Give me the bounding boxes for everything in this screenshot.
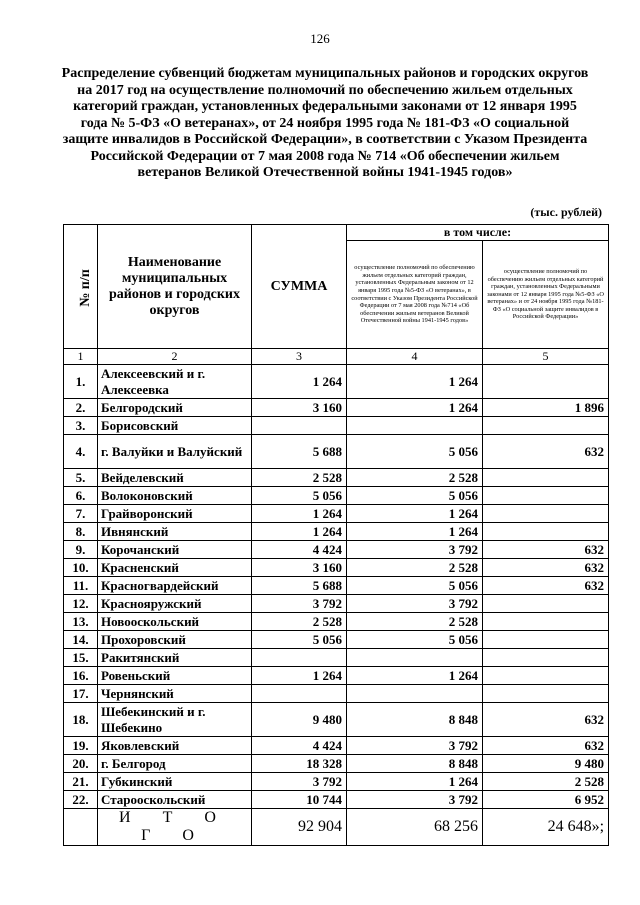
row-col4: 1 264 xyxy=(347,773,483,791)
subvention-table xyxy=(63,224,609,846)
row-sum: 2 528 xyxy=(252,613,347,631)
row-number: 17. xyxy=(64,685,98,703)
row-name: Ровеньский xyxy=(98,667,252,685)
row-sum: 4 424 xyxy=(252,737,347,755)
table-row xyxy=(64,737,609,755)
table-row xyxy=(64,631,609,649)
row-sum: 18 328 xyxy=(252,755,347,773)
row-col5: 9 480 xyxy=(483,755,609,773)
row-sum: 1 264 xyxy=(252,523,347,541)
table-row xyxy=(64,755,609,773)
row-col5 xyxy=(483,523,609,541)
table-row xyxy=(64,613,609,631)
row-col5: 632 xyxy=(483,559,609,577)
header-name: Наименование муниципальных районов и городских округов xyxy=(98,225,252,349)
table-row xyxy=(64,685,609,703)
row-col4: 3 792 xyxy=(347,595,483,613)
table-row xyxy=(64,399,609,417)
row-col5 xyxy=(483,365,609,399)
table-row xyxy=(64,417,609,435)
table-row xyxy=(64,667,609,685)
row-col5: 6 952 xyxy=(483,791,609,809)
header-num: № п/п xyxy=(64,225,98,349)
row-col4: 5 056 xyxy=(347,487,483,505)
row-name: Борисовский xyxy=(98,417,252,435)
row-number: 12. xyxy=(64,595,98,613)
row-col5 xyxy=(483,595,609,613)
table-row xyxy=(64,649,609,667)
row-col4: 1 264 xyxy=(347,523,483,541)
row-name: Прохоровский xyxy=(98,631,252,649)
row-name: Красногвардейский xyxy=(98,577,252,595)
row-col5: 632 xyxy=(483,577,609,595)
row-col4: 1 264 xyxy=(347,505,483,523)
column-number: 2 xyxy=(98,349,252,365)
row-name: Корочанский xyxy=(98,541,252,559)
total-num-cell xyxy=(64,809,98,846)
row-name: Новооскольский xyxy=(98,613,252,631)
row-name: Красненский xyxy=(98,559,252,577)
total-label: И Т О Г О xyxy=(98,809,252,846)
table-row xyxy=(64,703,609,737)
row-number: 16. xyxy=(64,667,98,685)
row-number: 8. xyxy=(64,523,98,541)
table-row xyxy=(64,469,609,487)
row-name: Грайворонский xyxy=(98,505,252,523)
row-number: 10. xyxy=(64,559,98,577)
row-number: 1. xyxy=(64,365,98,399)
table-row xyxy=(64,365,609,399)
table-row xyxy=(64,435,609,469)
row-name: Алексеевский и г. Алексеевка xyxy=(98,365,252,399)
column-number: 4 xyxy=(347,349,483,365)
row-col4: 2 528 xyxy=(347,469,483,487)
row-col4: 5 056 xyxy=(347,435,483,469)
row-col4: 3 792 xyxy=(347,541,483,559)
header-col4: осуществление полномочий по обеспечению жильем отдельных категорий граждан, установленных Федеральным законом от 12 января 1995 года №5-ФЗ «О ветеранах», в соответствии с Указом Президента Российской Федерации от 7 мая 2008 года №714 «Об обеспечении жильем ветеранов Великой Отечественной войны 1941-1945 годов» xyxy=(347,241,483,349)
row-col4: 8 848 xyxy=(347,755,483,773)
total-row xyxy=(64,809,609,846)
row-number: 6. xyxy=(64,487,98,505)
row-col4 xyxy=(347,685,483,703)
table-row xyxy=(64,595,609,613)
row-name: Ивнянский xyxy=(98,523,252,541)
table-row xyxy=(64,791,609,809)
row-col5 xyxy=(483,685,609,703)
row-number: 3. xyxy=(64,417,98,435)
row-col4: 5 056 xyxy=(347,577,483,595)
column-number: 5 xyxy=(483,349,609,365)
row-number: 7. xyxy=(64,505,98,523)
row-number: 4. xyxy=(64,435,98,469)
row-col5: 632 xyxy=(483,435,609,469)
row-name: Яковлевский xyxy=(98,737,252,755)
row-number: 19. xyxy=(64,737,98,755)
row-col4 xyxy=(347,649,483,667)
row-sum: 1 264 xyxy=(252,505,347,523)
row-col5: 632 xyxy=(483,541,609,559)
row-number: 22. xyxy=(64,791,98,809)
row-col5: 2 528 xyxy=(483,773,609,791)
units-label: (тыс. рублей) xyxy=(530,205,602,219)
row-sum: 3 792 xyxy=(252,773,347,791)
row-sum: 5 056 xyxy=(252,631,347,649)
row-col5 xyxy=(483,417,609,435)
row-col4: 1 264 xyxy=(347,365,483,399)
row-col5 xyxy=(483,649,609,667)
row-name: Ракитянский xyxy=(98,649,252,667)
column-number: 1 xyxy=(64,349,98,365)
row-sum xyxy=(252,649,347,667)
row-sum: 4 424 xyxy=(252,541,347,559)
row-name: Губкинский xyxy=(98,773,252,791)
row-number: 21. xyxy=(64,773,98,791)
row-col4: 3 792 xyxy=(347,791,483,809)
row-col4 xyxy=(347,417,483,435)
header-sum: СУММА xyxy=(252,225,347,349)
row-col5 xyxy=(483,667,609,685)
row-name: Белгородский xyxy=(98,399,252,417)
header-col5: осуществление полномочий по обеспечению жильем отдельных категорий граждан, установленных Федеральными законами от 12 января 1995 года №5-ФЗ «О ветеранах» и от 24 ноября 1995 года №181-ФЗ «О социальной защите инвалидов в Российской Федерации» xyxy=(483,241,609,349)
row-sum: 3 160 xyxy=(252,399,347,417)
row-sum: 5 688 xyxy=(252,435,347,469)
column-number: 3 xyxy=(252,349,347,365)
row-col4: 3 792 xyxy=(347,737,483,755)
row-name: Чернянский xyxy=(98,685,252,703)
total-col4: 68 256 xyxy=(347,809,483,846)
row-number: 15. xyxy=(64,649,98,667)
row-sum xyxy=(252,417,347,435)
column-number-row xyxy=(64,349,609,365)
row-col4: 1 264 xyxy=(347,667,483,685)
row-sum: 3 792 xyxy=(252,595,347,613)
row-name: Шебекинский и г. Шебекино xyxy=(98,703,252,737)
row-col4: 1 264 xyxy=(347,399,483,417)
header-including: в том числе: xyxy=(347,225,609,241)
row-col5: 632 xyxy=(483,737,609,755)
row-number: 18. xyxy=(64,703,98,737)
total-col5: 24 648»; xyxy=(483,809,609,846)
table-row xyxy=(64,577,609,595)
row-col5 xyxy=(483,631,609,649)
table-row xyxy=(64,523,609,541)
row-col5 xyxy=(483,505,609,523)
row-number: 11. xyxy=(64,577,98,595)
row-sum: 5 056 xyxy=(252,487,347,505)
row-sum: 5 688 xyxy=(252,577,347,595)
row-col4: 2 528 xyxy=(347,613,483,631)
row-col4: 2 528 xyxy=(347,559,483,577)
row-number: 20. xyxy=(64,755,98,773)
total-sum: 92 904 xyxy=(252,809,347,846)
row-sum: 1 264 xyxy=(252,667,347,685)
row-col5 xyxy=(483,613,609,631)
row-number: 13. xyxy=(64,613,98,631)
table-row xyxy=(64,559,609,577)
row-col4: 5 056 xyxy=(347,631,483,649)
row-name: Краснояружский xyxy=(98,595,252,613)
table-body xyxy=(64,365,609,809)
row-col5: 632 xyxy=(483,703,609,737)
row-number: 9. xyxy=(64,541,98,559)
row-number: 14. xyxy=(64,631,98,649)
table-row xyxy=(64,505,609,523)
row-number: 5. xyxy=(64,469,98,487)
row-sum: 2 528 xyxy=(252,469,347,487)
document-title: Распределение субвенций бюджетам муниципальных районов и городских округов на 2017 год на осуществление полномочий по обеспечению жильем отдельных категорий граждан, установленных федеральными законами от 12 января 1995 года № 5-ФЗ «О ветеранах», от 24 ноября 1995 года № 181-ФЗ «О социальной защите инвалидов в Российской Федерации», в соответствии с Указом Президента Российской Федерации от 7 мая 2008 года № 714 «Об обеспечении жильем ветеранов Великой Отечественной войны 1941-1945 годов» xyxy=(61,66,589,180)
row-sum: 1 264 xyxy=(252,365,347,399)
row-sum: 9 480 xyxy=(252,703,347,737)
row-sum: 3 160 xyxy=(252,559,347,577)
table-row xyxy=(64,487,609,505)
row-name: Волоконовский xyxy=(98,487,252,505)
row-name: г. Белгород xyxy=(98,755,252,773)
row-name: г. Валуйки и Валуйский xyxy=(98,435,252,469)
page-number: 126 xyxy=(310,31,330,46)
row-col5: 1 896 xyxy=(483,399,609,417)
table-row xyxy=(64,773,609,791)
row-name: Вейделевский xyxy=(98,469,252,487)
row-sum: 10 744 xyxy=(252,791,347,809)
row-sum xyxy=(252,685,347,703)
row-col5 xyxy=(483,469,609,487)
row-col4: 8 848 xyxy=(347,703,483,737)
row-col5 xyxy=(483,487,609,505)
table-row xyxy=(64,541,609,559)
row-number: 2. xyxy=(64,399,98,417)
row-name: Старооскольский xyxy=(98,791,252,809)
